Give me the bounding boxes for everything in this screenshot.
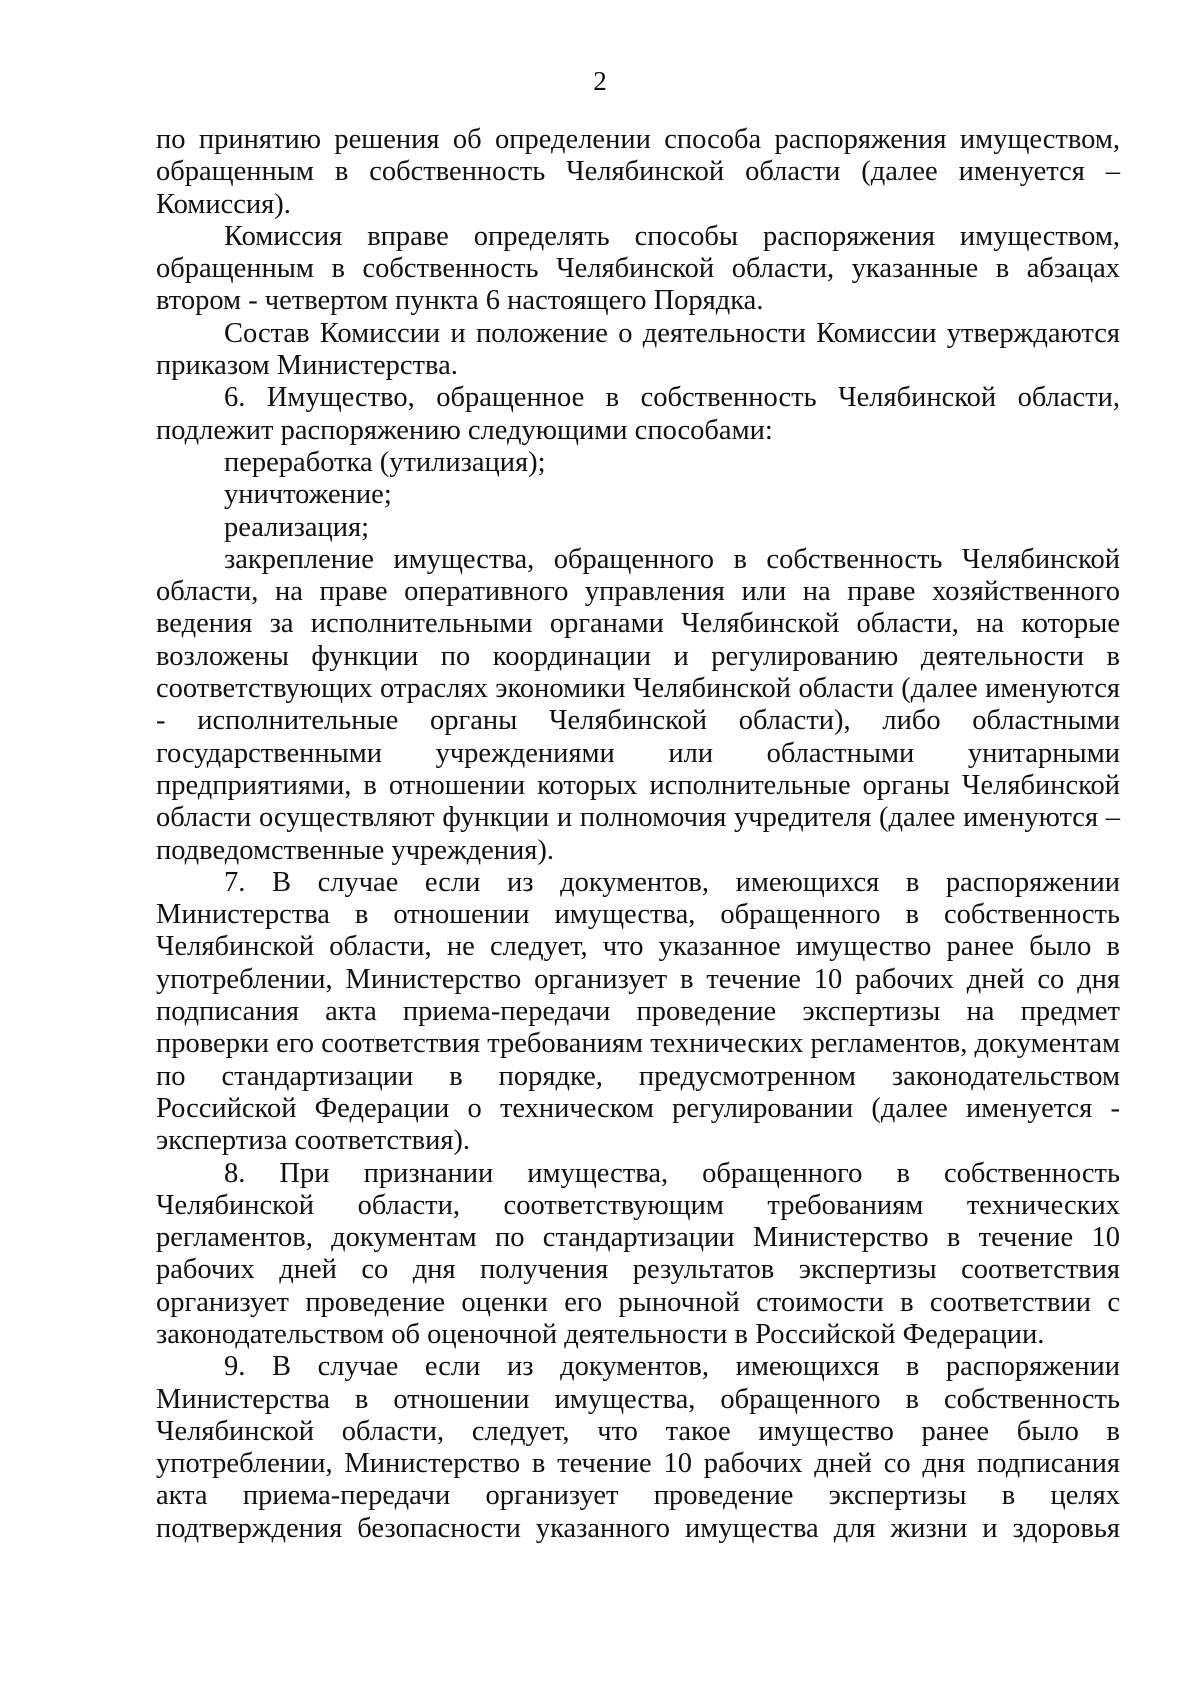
- paragraph-commission-composition: Состав Комиссии и положение о деятельности Комиссии утверждаются приказом Министерства.: [156, 317, 1120, 382]
- paragraph-item-7: 7. В случае если из документов, имеющихся в распоряжении Министерства в отношении имущества, обращенного в собственность Челябинской области, не следует, что указанное имущество ранее было в употреблении, Министерство организует в течение 10 рабочих дней со дня подписания акта приема-передачи проведение экспертизы на предмет проверки его соответствия требованиям технических регламентов, документам по стандартизации в порядке, предусмотренном законодательством Российской Федерации о техническом регулировании (далее именуется - экспертиза соответствия).: [156, 866, 1120, 1157]
- paragraph-item-9: 9. В случае если из документов, имеющихся в распоряжении Министерства в отношении имущества, обращенного в собственность Челябинской области, следует, что такое имущество ранее было в употреблении, Министерство в течение 10 рабочих дней со дня подписания акта приема-передачи организует проведение экспертизы в целях подтверждения безопасности указанного имущества для жизни и здоровья: [156, 1351, 1120, 1544]
- paragraph-commission-definition: по принятию решения об определении способа распоряжения имуществом, обращенным в собственность Челябинской области (далее именуется – Комиссия).: [156, 124, 1120, 220]
- paragraph-item-8: 8. При признании имущества, обращенного в собственность Челябинской области, соответствующим требованиям технических регламентов, документам по стандартизации Министерство в течение 10 рабочих дней со дня получения результатов экспертизы соответствия организует проведение оценки его рыночной стоимости в соответствии с законодательством об оценочной деятельности в Российской Федерации.: [156, 1157, 1120, 1350]
- list-item-assignment: закрепление имущества, обращенного в собственность Челябинской области, на праве оперативного управления или на праве хозяйственного ведения за исполнительными органами Челябинской области, на которые возложены функции по координации и регулированию деятельности в соответствующих отраслях экономики Челябинской области (далее именуются - исполнительные органы Челябинской области), либо областными государственными учреждениями или областными унитарными предприятиями, в отношении которых исполнительные органы Челябинской области осуществляют функции и полномочия учредителя (далее именуются – подведомственные учреждения).: [156, 543, 1120, 866]
- list-item-processing: переработка (утилизация);: [224, 446, 546, 478]
- page-number: 2: [593, 66, 607, 96]
- list-item-destruction: уничтожение;: [224, 479, 392, 511]
- paragraph-item-6: 6. Имущество, обращенное в собственность Челябинской области, подлежит распоряжению следующими способами:: [156, 382, 1120, 446]
- paragraph-commission-rights: Комиссия вправе определять способы распоряжения имуществом, обращенным в собственность Челябинской области, указанные в абзацах втором - четвертом пункта 6 настоящего Порядка.: [156, 220, 1120, 317]
- document-body: [156, 124, 1120, 1545]
- list-item-sale: реализация;: [224, 511, 370, 543]
